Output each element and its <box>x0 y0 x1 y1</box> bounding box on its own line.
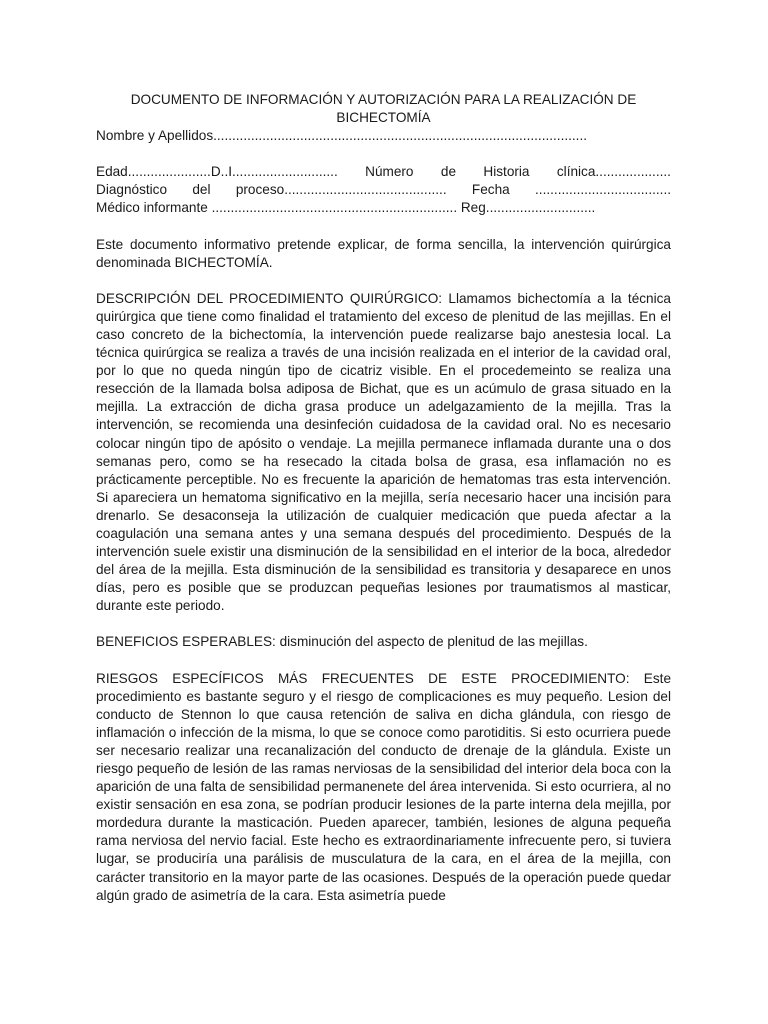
spacer <box>96 615 671 633</box>
fecha-label: Fecha <box>471 182 510 198</box>
diagnostico-label: Diagnóstico <box>96 182 168 198</box>
diagnostico-row <box>96 181 671 199</box>
edad-historia-row <box>96 163 671 181</box>
document-page <box>96 91 671 905</box>
beneficios-paragraph: BENEFICIOS ESPERABLES: disminución del aspecto de plenitud de las mejillas. <box>96 634 588 650</box>
edad-di-field <box>96 163 338 181</box>
spacer <box>96 218 671 236</box>
intro-paragraph: Este documento informativo pretende explicar, de forma sencilla, la intervención quirúrgica denominada BICHECTOMÍA. <box>96 236 671 270</box>
descripcion-paragraph: DESCRIPCIÓN DEL PROCEDIMIENTO QUIRÚRGICO: Llamamos bichectomía a la técnica quirúrgica que tiene como finalidad el tratamiento del exceso de plenitud de las mejillas. En el caso concreto de la bichectomía, la intervención puede realizarse bajo anestesia local. La técnica quirúrgica se realiza a través de una incisión realizada en el interior de la cavidad oral, por lo que no queda ningún tipo de cicatriz visible. En el procedemeinto se realiza una resección de la llamada bolsa adiposa de Bichat, que es un acúmulo de grasa situado en la mejilla. La extracción de dicha grasa produce un adelgazamiento de la mejilla. Tras la intervención, se recomienda una desinfeción cuidadosa de la cavidad oral. No es necesario colocar ningún tipo de apósito o vendaje. La mejilla permanece inflamada durante una o dos semanas pero, como se ha resecado la citada bolsa de grasa, esa inflamación no es prácticamente perceptible. No es frecuente la aparición de hematomas tras esta intervención. Si apareciera un hematoma significativo en la mejilla, sería necesario hacer una incisión para drenarlo. Se desaconseja la utilización de cualquier medicación que pueda afectar a la coagulación una semana antes y una semana después del procedimiento. Después de la intervención suele existir una disminución de la sensibilidad en el interior de la boca, alrededor del área de la mejilla. Esta disminución de la sensibilidad es transitoria y desaparece en unos días, pero es posible que se produzcan pequeñas lesiones por traumatismos al masticar, durante este periodo. <box>96 290 671 614</box>
title-line-2: BICHECTOMÍA <box>336 110 431 126</box>
document-title <box>96 91 671 127</box>
fecha-field: .................................... <box>535 182 671 198</box>
medico-field: Médico informante ................................................................. Reg............................. <box>96 200 596 216</box>
clinica-field: clínica.................... <box>556 164 671 180</box>
numero-label: Número <box>365 164 414 180</box>
spacer <box>96 272 671 290</box>
nombre-field: Nombre y Apellidos................................................................................................... <box>96 128 588 144</box>
spacer <box>96 145 671 163</box>
diagnostico-del: del <box>192 182 211 198</box>
edad-field: Edad...................... <box>96 164 211 180</box>
title-line-1: DOCUMENTO DE INFORMACIÓN Y AUTORIZACIÓN PARA LA REALIZACIÓN DE <box>130 92 637 107</box>
historia-label: Historia <box>483 164 530 180</box>
diagnostico-proceso: proceso........................................... <box>235 182 447 198</box>
riesgos-paragraph: RIESGOS ESPECÍFICOS MÁS FRECUENTES DE ESTE PROCEDIMIENTO: Este procedimiento es bastante seguro y el riesgo de complicaciones es muy pequeño. Lesion del conducto de Stennon lo que causa retención de saliva en dicha glándula, con riesgo de inflamación o infección de la misma, lo que se conoce como parotiditis. Si esto ocurriera puede ser necesario realizar una recanalización del conducto de drenaje de la glándula. Existe un riesgo pequeño de lesión de las ramas nerviosas de la sensibilidad del interior dela boca con la aparición de una falta de sensibilidad permanenete del área intervenida. Si esto ocurriera, al no existir sensación en esa zona, se podrían producir lesiones de la parte interna dela mejilla, por mordedura durante la masticación. Pueden aparecer, también, lesiones de alguna pequeña rama nerviosa del nervio facial. Este hecho es extraordinariamente infrecuente pero, si tuviera lugar, se produciría una parálisis de musculatura de la cara, en el área de la mejilla, con carácter transitorio en la mayor parte de las ocasiones. Después de la operación puede quedar algún grado de asimetría de la cara. Esta asimetría puede <box>96 670 671 903</box>
di-field: D..I............................ <box>210 164 338 180</box>
spacer <box>96 652 671 670</box>
de-label: de <box>440 164 457 180</box>
